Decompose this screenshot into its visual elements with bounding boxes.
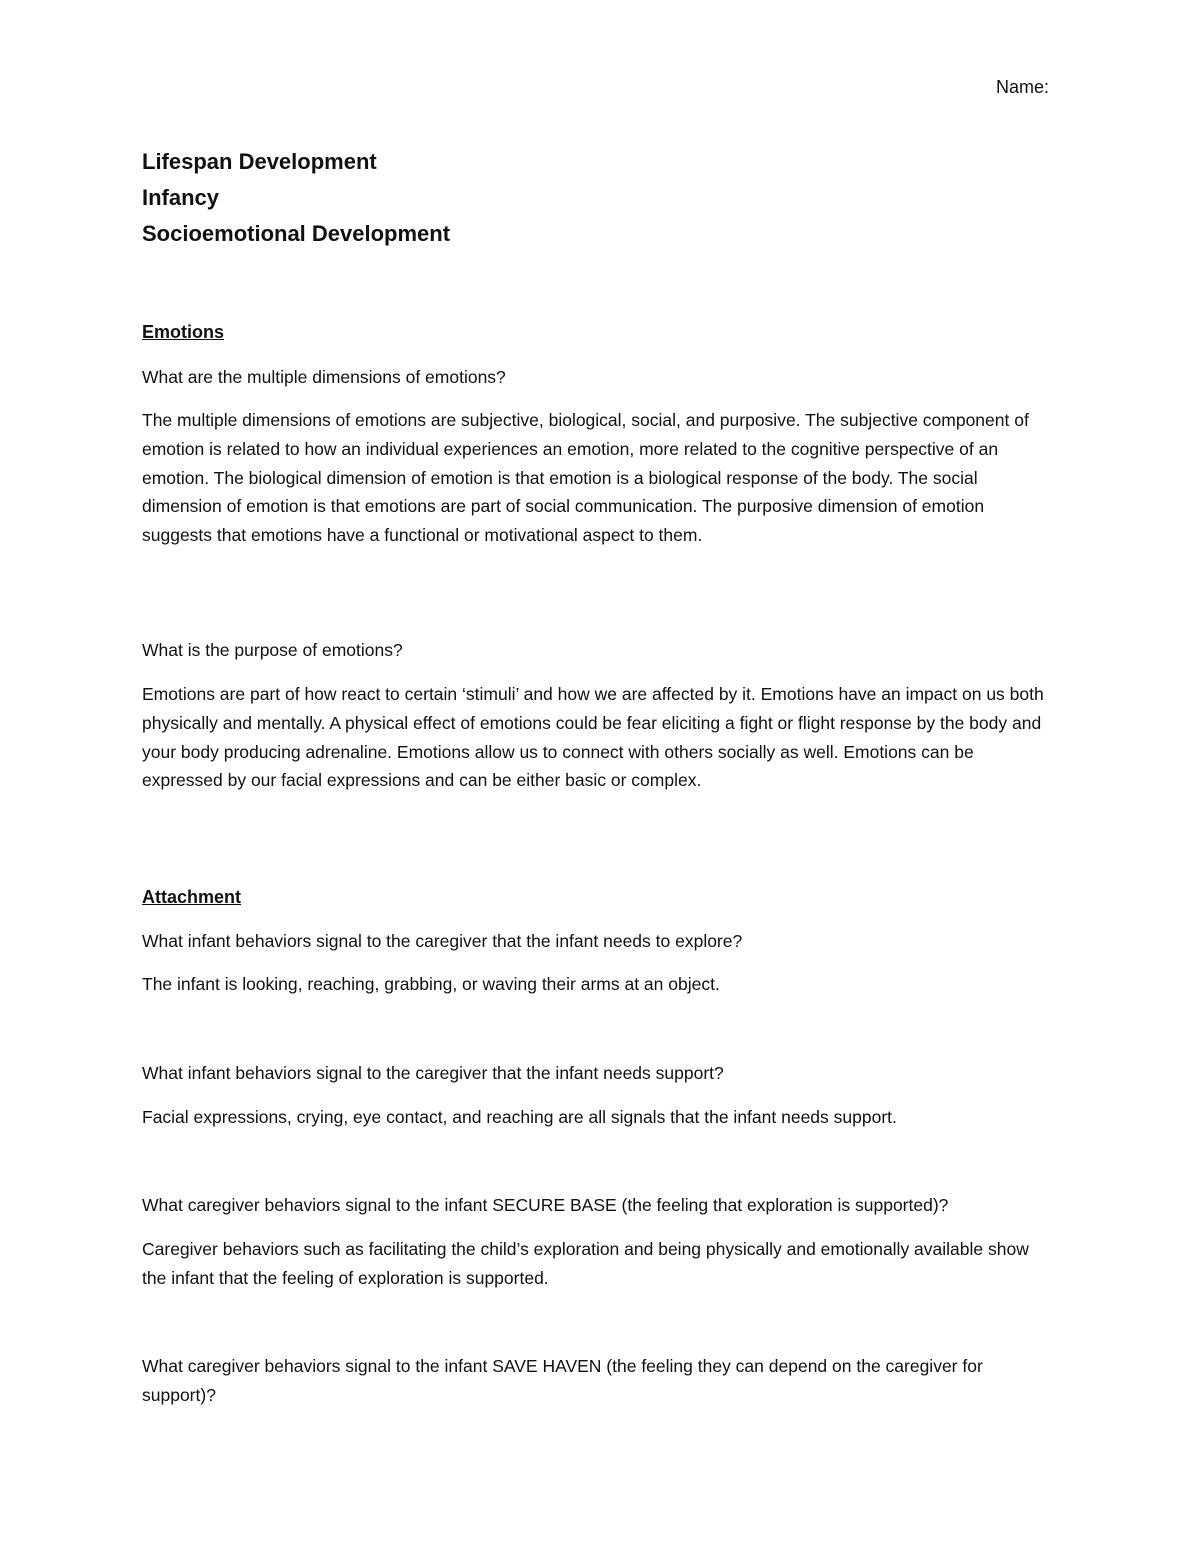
emotions-question-1: What are the multiple dimensions of emotions? (142, 367, 506, 387)
unit-title: Infancy (142, 185, 220, 210)
attachment-question-4: What caregiver behaviors signal to the infant SAVE HAVEN (the feeling they can depend on the caregiver for support)? (142, 1356, 983, 1405)
attachment-question-2: What infant behaviors signal to the caregiver that the infant needs support? (142, 1063, 724, 1083)
name-label: Name: (996, 77, 1050, 97)
emotions-answer-1: The multiple dimensions of emotions are subjective, biological, social, and purposive. The subjective component of emotion is related to how an individual experiences an emotion, more related to the cognitive perspective of an emotion. The biological dimension of emotion is that emotion is a biological response of the body. The social dimension of emotion is that emotions are part of social communication. The purposive dimension of emotion suggests that emotions have a functional or motivational aspect to them. (142, 410, 1029, 546)
attachment-answer-1: The infant is looking, reaching, grabbing, or waving their arms at an object. (142, 974, 720, 994)
attachment-question-3: What caregiver behaviors signal to the infant SECURE BASE (the feeling that exploration is supported)? (142, 1195, 949, 1215)
emotions-heading: Emotions (142, 322, 225, 342)
attachment-answer-2: Facial expressions, crying, eye contact, and reaching are all signals that the infant needs support. (142, 1107, 897, 1127)
emotions-question-2: What is the purpose of emotions? (142, 640, 403, 660)
attachment-question-1: What infant behaviors signal to the caregiver that the infant needs to explore? (142, 931, 743, 951)
attachment-heading: Attachment (142, 887, 242, 907)
course-title: Lifespan Development (142, 149, 377, 174)
emotions-answer-2: Emotions are part of how react to certain ‘stimuli’ and how we are affected by it. Emotions have an impact on us both physically and mentally. A physical effect of emotions could be fear eliciting a fight or flight response by the body and your body producing adrenaline. Emotions allow us to connect with others socially as well. Emotions can be expressed by our facial expressions and can be either basic or complex. (142, 684, 1044, 791)
document-title-block (142, 144, 1062, 252)
attachment-answer-3: Caregiver behaviors such as facilitating the child’s exploration and being physically and emotionally available show the infant that the feeling of exploration is supported. (142, 1239, 1029, 1288)
topic-title: Socioemotional Development (142, 221, 451, 246)
